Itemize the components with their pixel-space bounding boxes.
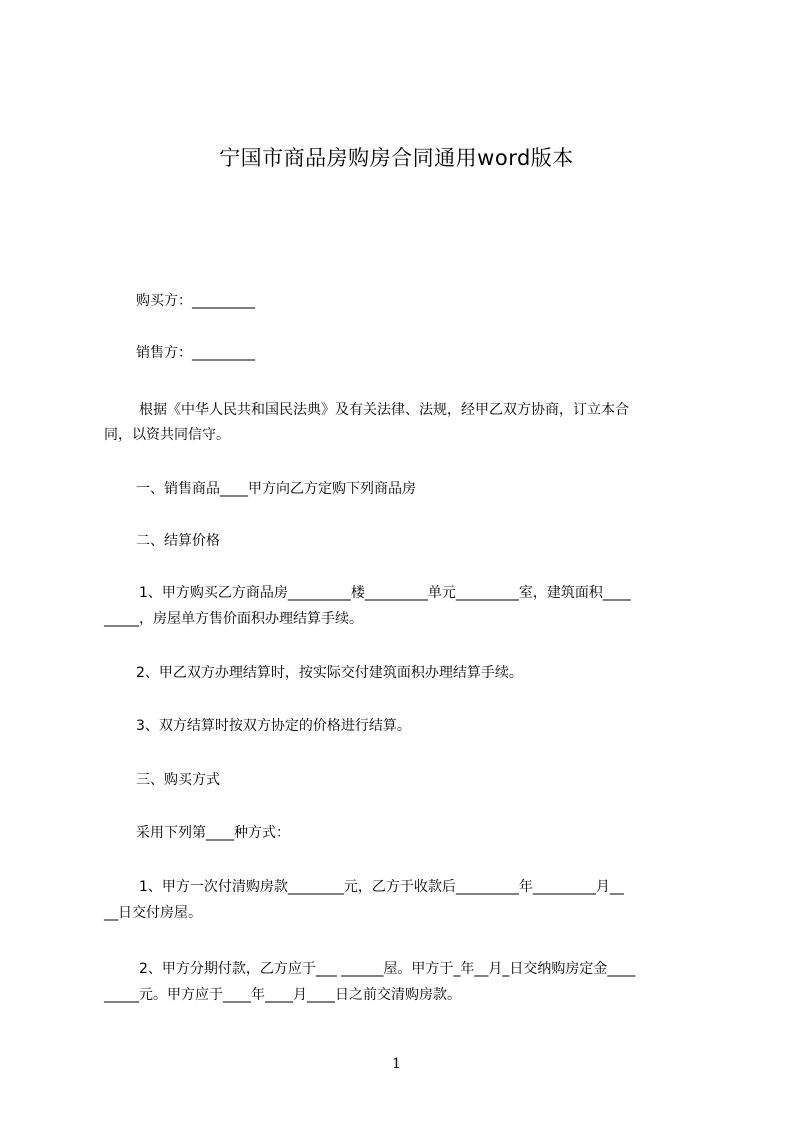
clause-2-2: 2、甲乙双方办理结算时，按实际交付建筑面积办理结算手续。: [136, 665, 523, 681]
clause-2-1-line-1: 1、甲方购买乙方商品房_________楼_________单元_________室，建筑面积____: [139, 585, 631, 601]
clause-2-1-line-2: _____，房屋单方售价面积办理结算手续。: [104, 611, 363, 627]
seller-line: 销售方：_________: [136, 345, 255, 361]
document-title: 宁国市商品房购房合同通用word版本: [219, 146, 574, 170]
section-1-heading: 一、销售商品____甲方向乙方定购下列商品房: [136, 481, 416, 497]
clause-2-3: 3、双方结算时按双方协定的价格进行结算。: [136, 718, 411, 734]
clause-3-2-line-2: _____元。甲方应于____年____月____日之前交清购房款。: [104, 987, 461, 1003]
section-3-intro: 采用下列第____种方式：: [136, 825, 290, 841]
clause-3-2-line-1: 2、甲方分期付款，乙方应于___ ______屋。甲方于_年__月_日交纳购房定金____: [139, 961, 636, 977]
clause-3-1-line-2: __日交付房屋。: [104, 905, 202, 921]
preamble-line-1: 根据《中华人民共和国民法典》及有关法律、法规，经甲乙双方协商，订立本合: [139, 402, 629, 418]
buyer-line: 购买方：_________: [136, 293, 255, 309]
page-number: 1: [392, 1056, 401, 1072]
preamble-line-2: 同，以资共同信守。: [104, 427, 230, 443]
clause-3-1-line-1: 1、甲方一次付清购房款________元，乙方于收款后_________年_________月__: [139, 879, 624, 895]
section-2-heading: 二、结算价格: [136, 533, 220, 549]
section-3-heading: 三、购买方式: [136, 772, 220, 788]
